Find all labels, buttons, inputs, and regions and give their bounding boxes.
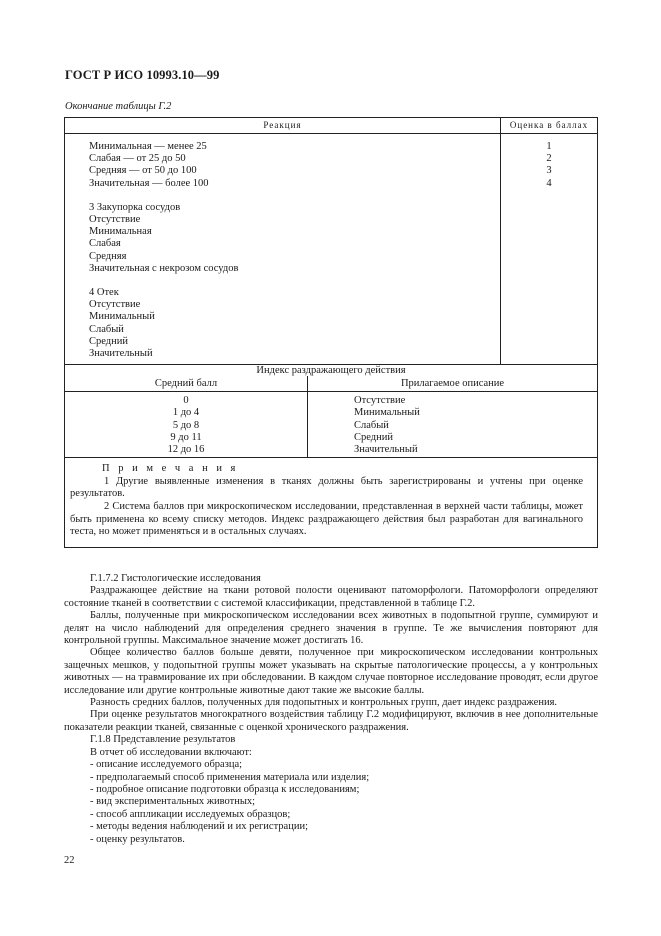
index-col-left: Средний балл	[65, 376, 308, 392]
index-descriptions	[308, 392, 598, 458]
description-value: Значительный	[354, 444, 418, 456]
header-reaction: Реакция	[65, 118, 501, 134]
description-value: Средний	[354, 431, 393, 443]
list-item: Отсутствие	[89, 299, 141, 311]
note-2: 2 Система баллов при микроскопическом исследовании, представленная в верхней части таблицы, может быть применена ко всему списку методов. Индекс раздражающего действия был разработан для вагинального теста, но может применяться и в остальных случаях.	[70, 501, 583, 538]
note-1: 1 Другие выявленные изменения в тканях должны быть зарегистрированы и учтены при оценке результатов.	[70, 475, 583, 500]
section-heading: Г.1.7.2 Гистологические исследования	[90, 573, 261, 584]
list-item: Минимальный	[89, 311, 155, 323]
description-value: Минимальный	[354, 407, 420, 419]
list-item: - подробное описание подготовки образца к исследованиям;	[90, 783, 360, 795]
list-item: - оценку результатов.	[90, 833, 185, 845]
score-value: 3	[546, 165, 552, 177]
index-ranges	[65, 392, 308, 458]
index-title: Индекс раздражающего действия	[256, 365, 406, 377]
range-value: 5 до 8	[172, 419, 200, 431]
score-value: 4	[546, 177, 552, 189]
paragraph: Разность средних баллов, полученных для подопытных и контрольных групп, дает индекс раздражения.	[90, 697, 558, 709]
list-item: Минимальная	[89, 226, 152, 238]
paragraph: Общее количество баллов больше девяти, полученное при микроскопическом исследовании контрольных защечных мешков, у подопытной группы может указывать на скрытые патологические процессы, а у контрольных животных — на травмирование их при обследовании. В каждом случае повторное исследование проводят, если другое исследование или другие контрольные животные дают такие же высокие баллы.	[64, 647, 598, 696]
score-value: 1	[546, 141, 552, 152]
list-item: Значительная — более 100	[89, 177, 209, 189]
list-item: Значительный	[89, 348, 153, 360]
list-item: Отсутствие	[89, 214, 141, 226]
paragraph: В отчет об исследовании включают:	[90, 746, 252, 758]
notes-title: П р и м е ч а н и я	[102, 463, 239, 475]
range-value: 12 до 16	[167, 444, 205, 456]
paragraph: При оценке результатов многократного воздействия таблицу Г.2 модифицируют, включив в нее дополнительные показатели реакции тканей, связанные с оценкой хронического раздражения.	[64, 709, 598, 733]
list-item: Минимальная — менее 25	[89, 141, 207, 152]
page-number: 22	[64, 855, 75, 866]
list-item: Слабая — от 25 до 50	[89, 153, 186, 165]
list-item: - вид экспериментальных животных;	[90, 796, 256, 808]
paragraph: Раздражающее действие на ткани ротовой полости оценивают патоморфологи. Патоморфологи определяют состояние тканей в соответствии с системой классификации, представленной в таблице Г.2.	[64, 585, 598, 609]
notes-section	[65, 458, 598, 548]
list-item: - предполагаемый способ применения материала или изделия;	[90, 771, 370, 783]
section-heading: Г.1.8 Представление результатов	[90, 734, 236, 746]
reaction-column	[65, 134, 501, 365]
table-g2	[64, 117, 598, 548]
index-section	[65, 365, 598, 458]
list-item: - методы ведения наблюдений и их регистрации;	[90, 821, 308, 833]
index-col-right: Прилагаемое описание	[308, 376, 598, 392]
header-score: Оценка в баллах	[501, 118, 598, 134]
list-item: - описание исследуемого образца;	[90, 759, 243, 771]
range-value: 9 до 11	[170, 431, 202, 443]
body-text	[64, 573, 598, 846]
group-title: 3 Закупорка сосудов	[89, 201, 181, 213]
range-value: 1 до 4	[172, 407, 200, 419]
document-header: ГОСТ Р ИСО 10993.10—99	[65, 68, 220, 82]
list-item: Слабая	[89, 238, 121, 250]
list-item: Значительная с некрозом сосудов	[89, 262, 239, 274]
description-value: Слабый	[354, 419, 389, 431]
paragraph: Баллы, полученные при микроскопическом исследовании всех животных в подопытной группе, суммируют и делят на число наблюдений для определения среднего значения в группе. Те же вычисления повторяют для контрольной группы. Максимальное значение может достигать 16.	[64, 610, 598, 647]
list-item: Средний	[89, 335, 128, 347]
table-caption: Окончание таблицы Г.2	[65, 101, 172, 112]
score-column	[501, 134, 598, 365]
description-value: Отсутствие	[354, 395, 406, 407]
list-item: Средняя — от 50 до 100	[89, 165, 197, 177]
list-item: Средняя	[89, 250, 127, 262]
list-item: Слабый	[89, 323, 124, 335]
group-title: 4 Отек	[89, 287, 119, 299]
range-value: 0	[183, 395, 189, 407]
score-value: 2	[546, 153, 552, 165]
list-item: - способ аппликации исследуемых образцов;	[90, 808, 291, 820]
